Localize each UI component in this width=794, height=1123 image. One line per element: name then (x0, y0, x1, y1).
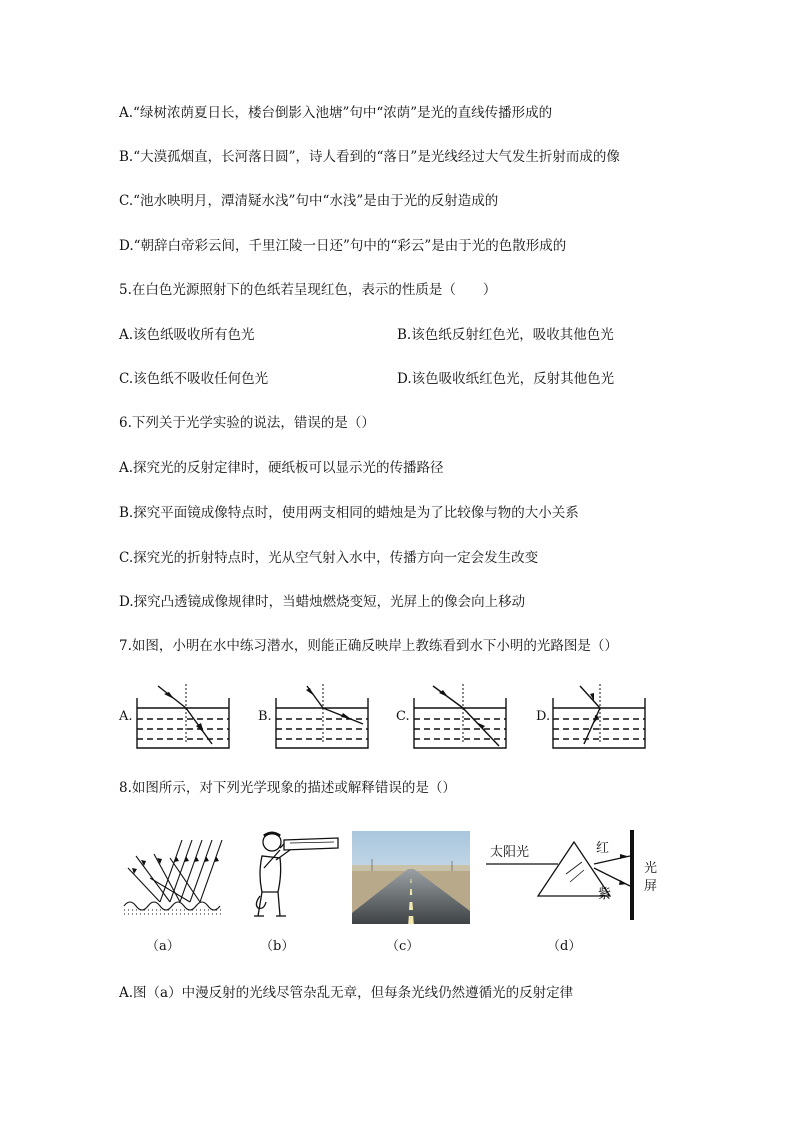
q5-option-a: A.该色纸吸收所有色光 (119, 327, 255, 343)
q6-option-b: B.探究平面镜成像特点时，使用两支相同的蜡烛是为了比较像与物的大小关系 (119, 505, 579, 521)
q6-stem: 6.下列关于光学实验的说法，错误的是（） (119, 415, 375, 431)
figure-a-caption: （a） (146, 939, 180, 954)
q4-option-c: C.“池水映明月，潭清疑水浅”句中“水浅”是由于光的反射造成的 (119, 193, 499, 209)
q5-stem: 5.在白色光源照射下的色纸若呈现红色，表示的性质是（ ） (119, 282, 497, 298)
q7-label-b: B. (258, 709, 272, 724)
diffuse-reflection-figure (120, 828, 230, 920)
q7-stem: 7.如图，小明在水中练习潜水，则能正确反映岸上教练看到水下小明的光路图是（） (119, 638, 618, 654)
q7-diagram-a (134, 682, 234, 752)
q5-option-b: B.该色纸反射红色光，吸收其他色光 (397, 327, 614, 343)
q4-option-b: B.“大漠孤烟直，长河落日圆”，诗人看到的“落日”是光线经过大气发生折射而成的像 (119, 149, 620, 165)
q5-option-d: D.该色吸收纸红色光，反射其他色光 (397, 371, 615, 387)
q7-label-a: A. (119, 709, 133, 724)
sunlight-label: 太阳光 (490, 845, 530, 860)
q8-option-a: A.图（a）中漫反射的光线尽管杂乱无章，但每条光线仍然遵循光的反射定律 (119, 985, 574, 1001)
figure-b-caption: （b） (260, 939, 295, 954)
screen-label-2: 屏 (644, 879, 658, 894)
red-label: 红 (596, 841, 610, 856)
q7-diagram-b (273, 682, 373, 752)
screen-label-1: 光 (644, 861, 658, 876)
q7-label-c: C. (396, 709, 410, 724)
q6-option-d: D.探究凸透镜成像规律时，当蜡烛燃烧变短，光屏上的像会向上移动 (119, 594, 526, 610)
figure-d-caption: （d） (547, 939, 582, 954)
q4-option-a: A.“绿树浓荫夏日长，楼台倒影入池塘”句中“浓荫”是光的直线传播形成的 (119, 105, 553, 121)
road-mirage-photo (352, 831, 470, 924)
periscope-person-figure (250, 828, 342, 924)
figure-c-caption: （c） (386, 939, 420, 954)
q8-stem: 8.如图所示，对下列光学现象的描述或解释错误的是（） (119, 780, 456, 796)
q7-label-d: D. (536, 709, 551, 724)
q7-diagram-c (411, 682, 511, 752)
q5-option-c: C.该色纸不吸收任何色光 (119, 371, 269, 387)
prism-dispersion-figure (486, 826, 666, 924)
q7-diagram-d (550, 682, 650, 752)
q6-option-a: A.探究光的反射定律时，硬纸板可以显示光的传播路径 (119, 460, 444, 476)
q6-option-c: C.探究光的折射特点时，光从空气射入水中，传播方向一定会发生改变 (119, 550, 539, 566)
violet-label: 紫 (598, 887, 612, 902)
q4-option-d: D.“朝辞白帝彩云间，千里江陵一日还”句中的“彩云”是由于光的色散形成的 (119, 238, 567, 254)
